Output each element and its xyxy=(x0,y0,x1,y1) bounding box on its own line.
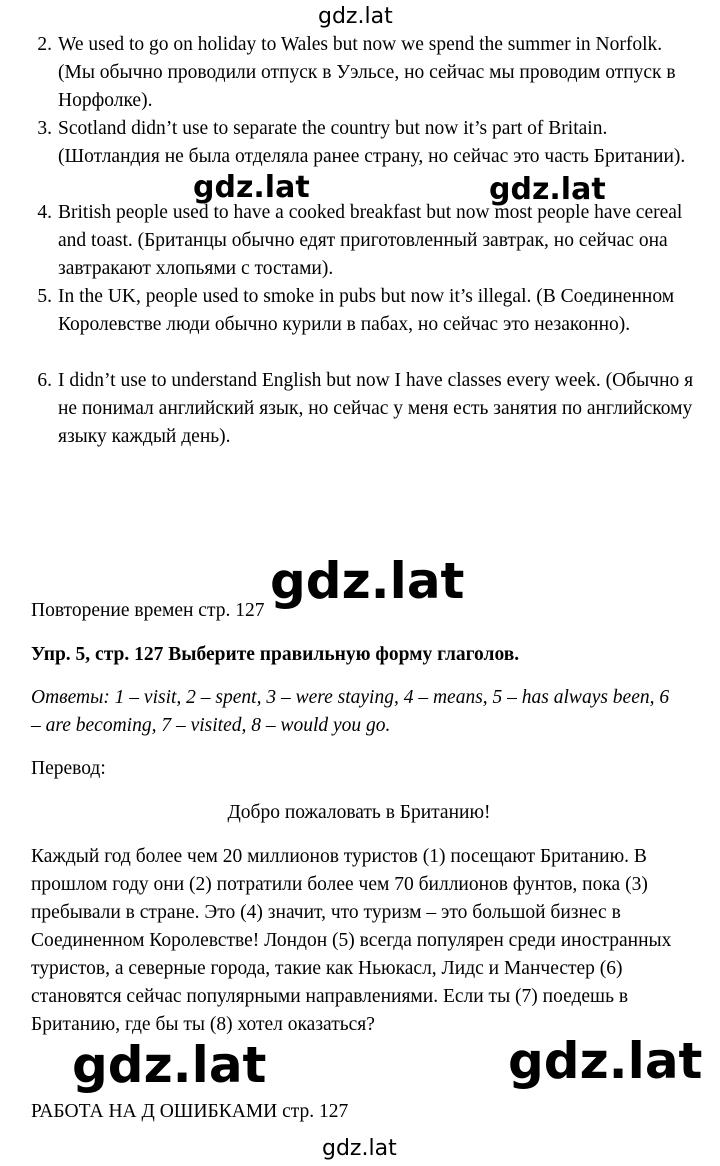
list-item-6 xyxy=(37,367,698,451)
list-text: We used to go on holiday to Wales but now we spend the summer in Norfolk. (Мы обычно проводили отпуск в Уэльсе, но сейчас мы проводим отпуск в Норфолке). xyxy=(58,34,676,111)
watermark-mid-left: gdz.lat xyxy=(193,170,310,205)
list-item-5 xyxy=(37,283,698,339)
list-text: Scotland didn’t use to separate the country but now it’s part of Britain. (Шотландия не была отделяла ранее страну, но сейчас это часть Британии). xyxy=(58,118,686,167)
translation-body: Каждый год более чем 20 миллионов туристов (1) посещают Британию. В прошлом году они (2) потратили более чем 70 биллионов фунтов, пока (3) пребывали в стране. Это (4) значит, что туризм – это большой бизнес в Соединенном Королевстве! Лондон (5) всегда популярен среди иностранных туристов, а северные города, такие как Ньюкасл, Лидс и Манчестер (6) становятся сейчас популярными направлениями. Если ты (7) поедешь в Британию, где бы ты (8) хотел оказаться? xyxy=(31,846,672,1035)
answers-text: Ответы: 1 – visit, 2 – spent, 3 – were staying, 4 – means, 5 – has always been, 6 – are becoming, 7 – visited, 8 – would you go. xyxy=(31,687,670,736)
exercise-heading: Упр. 5, стр. 127 Выберите правильную форму глаголов. xyxy=(31,644,520,665)
list-number: 3. xyxy=(37,118,52,139)
list-number: 5. xyxy=(37,286,52,307)
list-text: I didn’t use to understand English but now I have classes every week. (Обычно я не понимал английский язык, но сейчас у меня есть занятия по английскому языку каждый день). xyxy=(58,370,694,447)
list-number: 2. xyxy=(37,34,52,55)
list-text: British people used to have a cooked breakfast but now most people have cereal and toast. (Британцы обычно едят приготовленный завтрак, но сейчас она завтракают хлопьями с тостами). xyxy=(58,202,683,279)
watermark-center: gdz.lat xyxy=(270,552,465,610)
watermark-bottom-right: gdz.lat xyxy=(508,1032,703,1090)
list-number: 6. xyxy=(37,370,52,391)
watermark-footer: gdz.lat xyxy=(322,1136,397,1161)
footer-heading: РАБОТА НА Д ОШИБКАМИ стр. 127 xyxy=(31,1101,349,1122)
section-title: Повторение времен стр. 127 xyxy=(31,600,265,621)
translation-title: Добро пожаловать в Британию! xyxy=(227,802,491,823)
translation-label: Перевод: xyxy=(31,758,106,779)
list-item-3 xyxy=(37,115,698,171)
list-item-4 xyxy=(37,199,698,283)
list-item-2 xyxy=(37,31,698,115)
list-number: 4. xyxy=(37,202,52,223)
watermark-mid-right: gdz.lat xyxy=(489,172,606,207)
watermark-bottom-left: gdz.lat xyxy=(72,1036,267,1094)
list-text: In the UK, people used to smoke in pubs but now it’s illegal. (В Соединенном Королевстве люди обычно курили в пабах, но сейчас это незаконно). xyxy=(58,286,675,335)
watermark-top: gdz.lat xyxy=(318,4,393,29)
